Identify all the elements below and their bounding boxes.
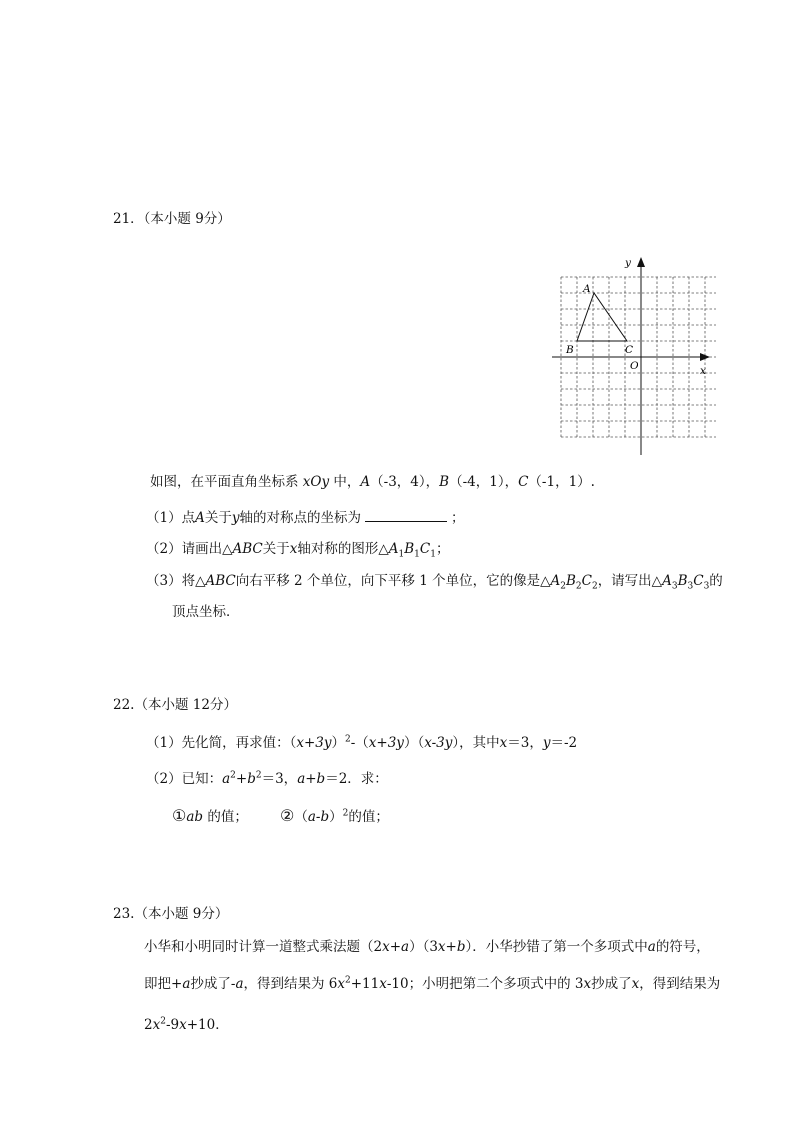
- label-c: C: [625, 344, 634, 356]
- label-a: A: [583, 283, 591, 295]
- label-x: x: [700, 365, 706, 377]
- triangle-abc: [577, 293, 627, 341]
- label-b: B: [566, 344, 574, 356]
- q23-line2: 即把+a抄成了-a，得到结果为 $6x^2+11x-10$；小明把第二个多项式中的 3x抄成了x，得到结果为: [144, 975, 721, 992]
- q21-part3: （3）将△ABC向右平移 2 个单位，向下平移 1 个单位，它的像是$\triangle A_2B_2C_2$，请写出$\triangle A_3B_3C_3$的: [146, 573, 723, 592]
- q23-line1: 小华和小明同时计算一道整式乘法题（2x+a）（3x+b）．小华抄错了第一个多项式中a的符号，: [144, 939, 710, 955]
- label-o: O: [630, 360, 639, 372]
- q21-part3-line2: 顶点坐标．: [172, 604, 240, 620]
- q22-item1: ①ab 的值；: [172, 806, 248, 825]
- q23-header: 23.（本小题 9分）: [113, 906, 229, 922]
- q22-header: 22.（本小题 12分）: [113, 697, 237, 713]
- q22-part1: （1）先化简，再求值：$(x+3y)^2-(x+3y)(x-3y)$，其中x＝3，y＝-2: [146, 734, 578, 751]
- q21-intro: 如图，在平面直角坐标系 xOy 中，A（-3，4），B（-4，1），C（-1，1）.: [150, 474, 595, 490]
- q23-line3: $2x^2-9x+10$．: [144, 1016, 229, 1033]
- answer-blank[interactable]: [365, 509, 447, 522]
- q21-header: 21．（本小题 9分）: [113, 211, 231, 227]
- q21-part2: （2）请画出△ABC关于x轴对称的图形$\triangle A_1B_1C_1$；: [146, 541, 450, 560]
- coordinate-grid-figure: [548, 252, 716, 460]
- q22-item2: $②(a-b)^2$的值；: [280, 806, 389, 825]
- q22-part2: （2）已知：$a^2+b^2=3$，a+b＝2．求：: [146, 770, 388, 787]
- y-axis-arrow: [637, 257, 645, 267]
- label-y: y: [625, 257, 631, 269]
- q21-part1: （1）点A关于y轴的对称点的坐标为 ；: [146, 510, 465, 526]
